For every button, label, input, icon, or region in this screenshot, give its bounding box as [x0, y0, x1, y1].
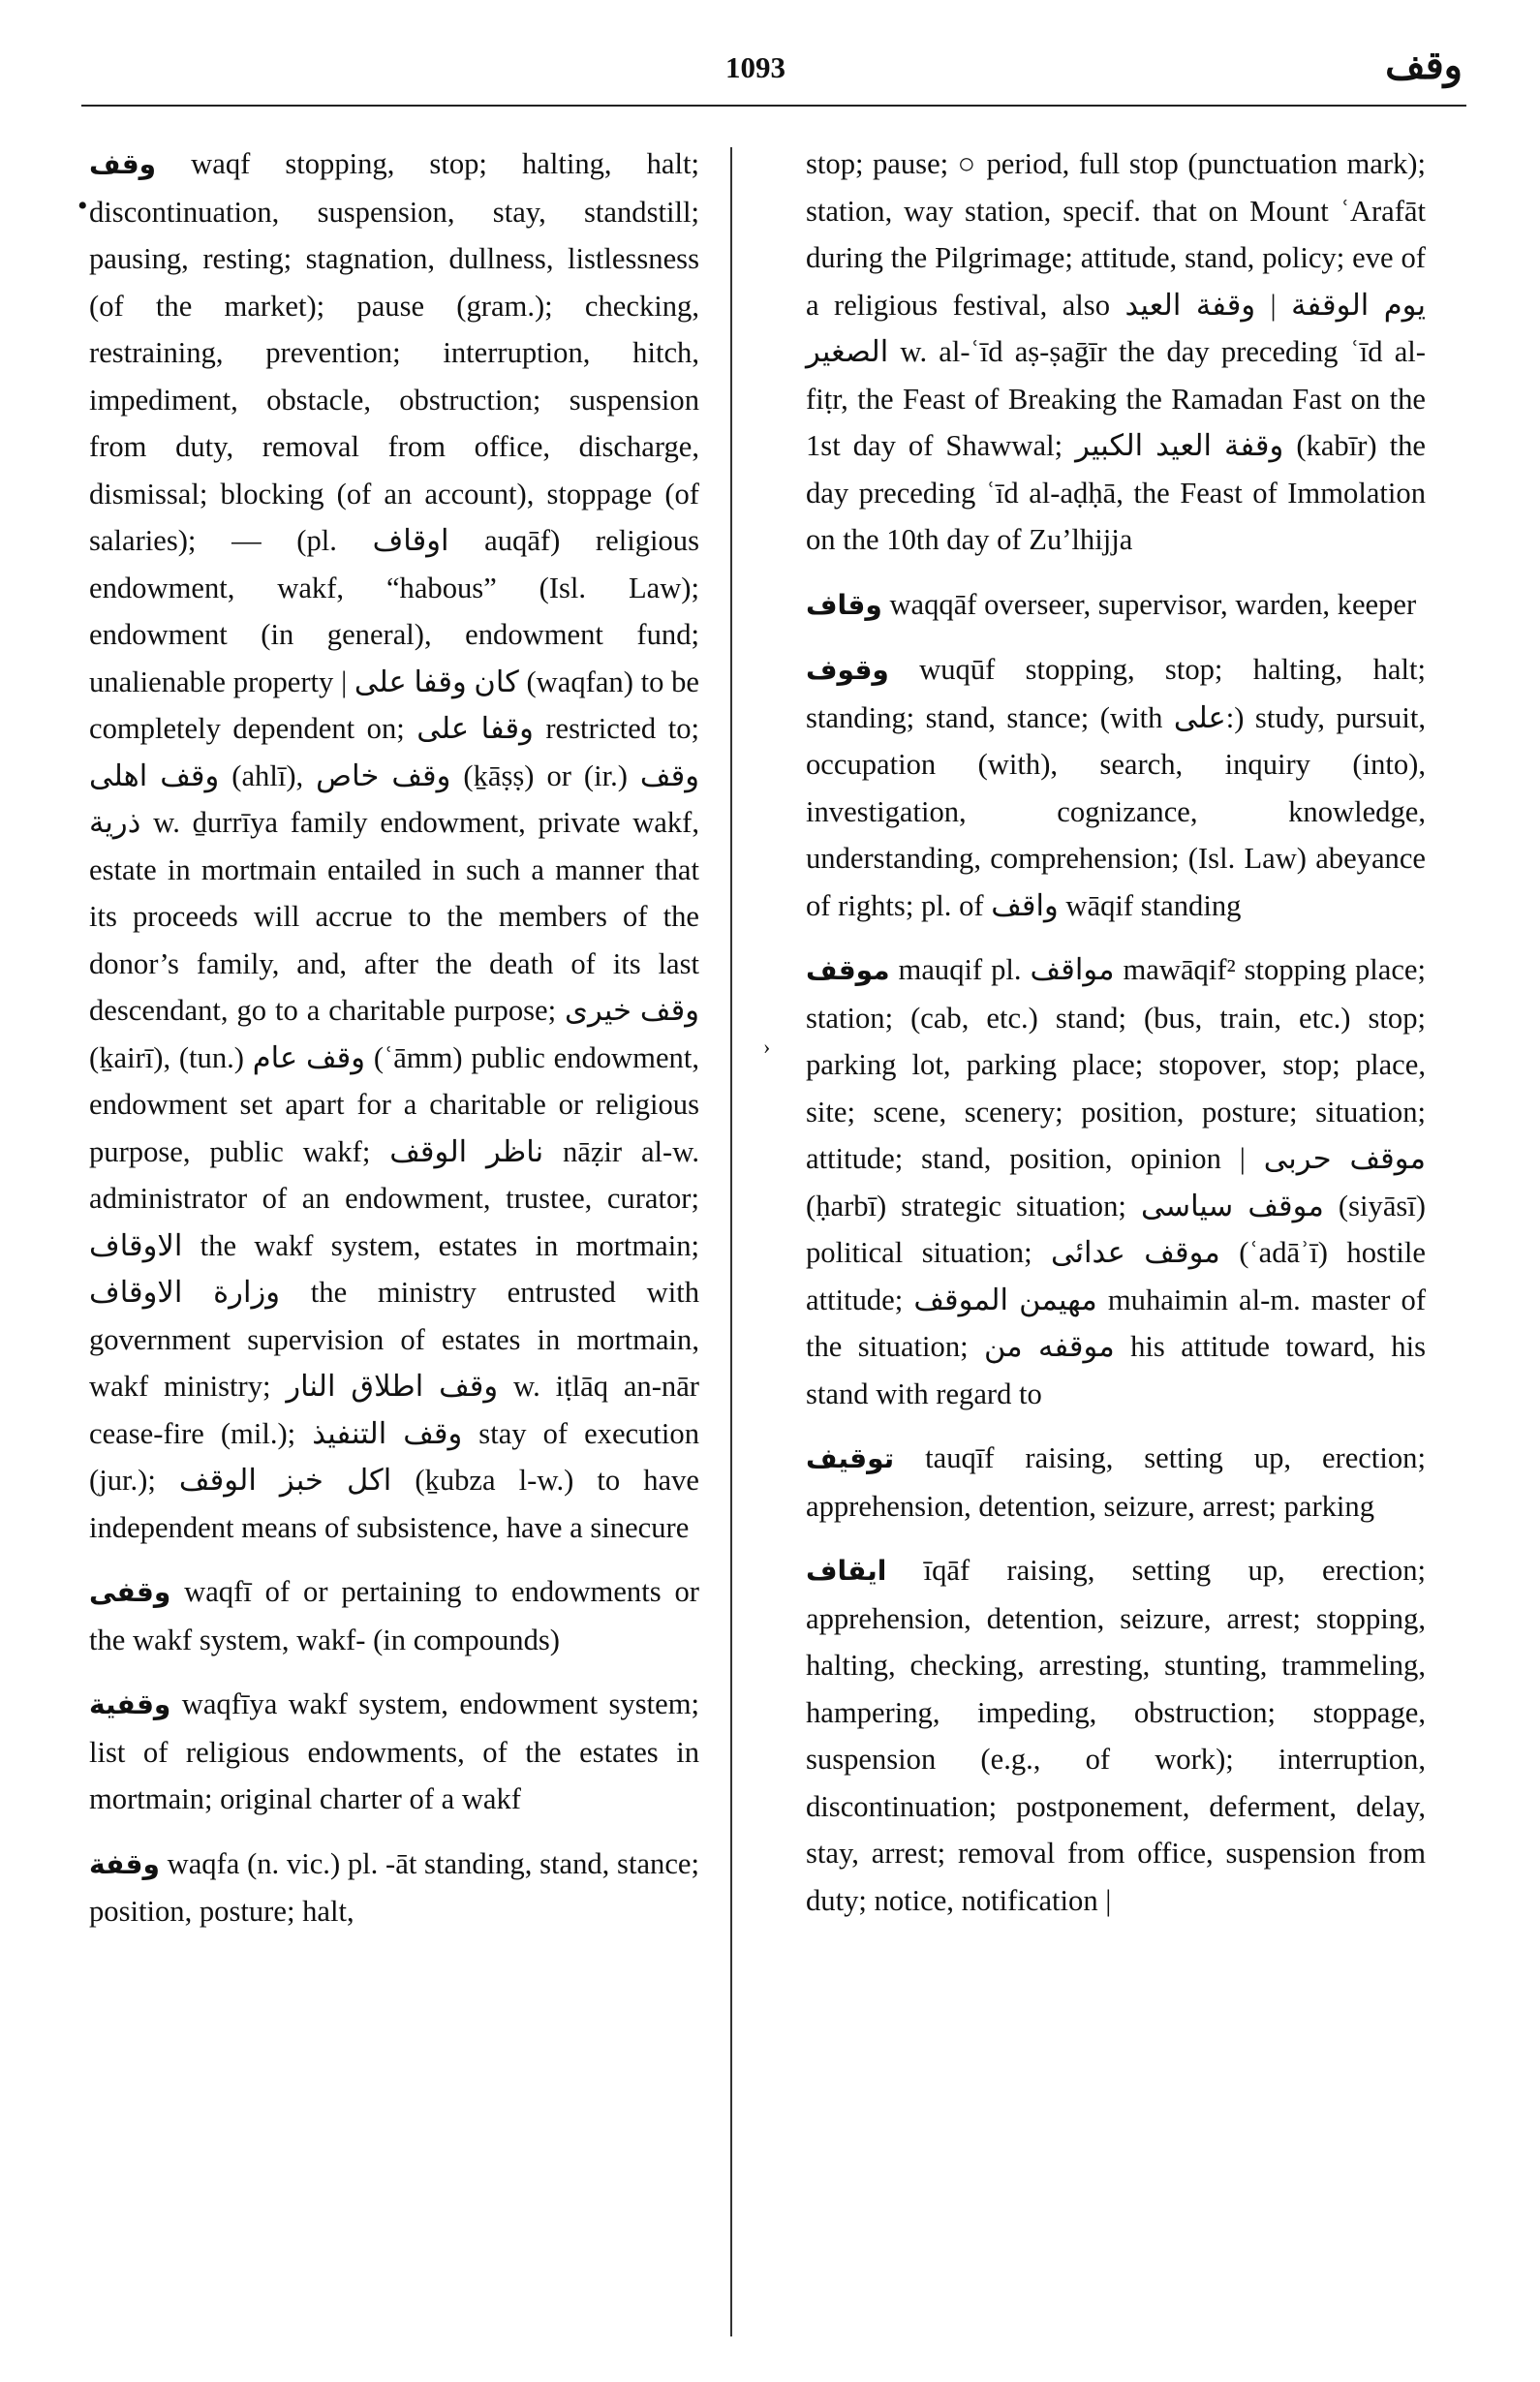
arabic-headword: وقفى — [89, 1576, 171, 1608]
entry-text: mauqif pl. مواقف mawāqif² stopping place; station; (cab, etc.) stand; (bus, train, etc.) stop; parking lot, parking place; stopover, stop; place, site; scene, scenery; position, posture; situation; attitude; stand, position, opinion | موقف حربى (ḥarbī) strategic situation; موقف سياسى (siyāsī) political situation; موقف عدائى (ʿadāʾī) hostile attitude; مهيمن الموقف muhaimin al-m. master of the situation; موقفه من his attitude toward, his stand with regard to — [806, 953, 1427, 1410]
dictionary-entry — [89, 1841, 699, 1935]
dictionary-entry — [806, 1547, 1426, 1924]
arabic-headword: وقوف — [806, 654, 889, 686]
arabic-headword: وقف — [89, 148, 157, 180]
right-column — [806, 140, 1426, 1941]
dictionary-entry — [89, 140, 699, 1551]
entry-text: waqfa (n. vic.) pl. -āt standing, stand, stance; position, posture; halt, — [89, 1846, 699, 1928]
entry-text: waqfīya wakf system, endowment system; list of religious endowments, of the estates in mortmain; original charter of a wakf — [89, 1687, 700, 1815]
dictionary-entry — [89, 1681, 699, 1823]
entry-text: stop; pause; ○ period, full stop (punctuation mark); station, way station, specif. that on Mount ʿArafāt during the Pilgrimage; attitude, stand, policy; eve of a religious festival, also يوم الوقفة | وقفة العيد الصغير w. al-ʿīd aṣ-ṣaḡīr the day preceding ʿīd al-fiṭr, the Feast of Breaking the Ramadan Fast on the 1st day of Shawwal; وقفة العيد الكبير (kabīr) the day preceding ʿīd al-aḍḥā, the Feast of Immolation on the 10th day of Zu’lhijja — [806, 147, 1426, 556]
margin-bullet: • — [77, 190, 88, 222]
dictionary-entry — [806, 1435, 1426, 1530]
entry-text: tauqīf raising, setting up, erection; apprehension, detention, seizure, arrest; parking — [806, 1441, 1426, 1523]
dictionary-entry — [806, 646, 1426, 929]
entry-text: wuqūf stopping, stop; halting, halt; standing; stand, stance; (with على:) study, pursuit, occupation (with), search, inquiry (into), investigation, cognizance, knowledge, understanding, comprehension; (Isl. Law) abeyance of rights; pl. of واقف wāqif standing — [806, 653, 1426, 922]
arabic-headword: وقفية — [89, 1688, 171, 1720]
running-head: وقف — [1385, 44, 1463, 87]
dictionary-entry — [806, 946, 1426, 1417]
arabic-headword: توقيف — [806, 1442, 895, 1474]
entry-text: waqfī of or pertaining to endowments or the wakf system, wakf- (in compounds) — [89, 1575, 699, 1656]
margin-mark: › — [763, 1035, 771, 1059]
page-number: 1093 — [725, 50, 785, 84]
arabic-headword: وقفة — [89, 1847, 160, 1880]
header-rule — [81, 105, 1466, 107]
entry-text: waqqāf overseer, supervisor, warden, keeper — [889, 587, 1417, 621]
dictionary-entry — [89, 1568, 699, 1663]
arabic-headword: ايقاف — [806, 1555, 887, 1587]
entry-text: waqf stopping, stop; halting, halt; discontinuation, suspension, stay, standstill; pausing, resting; stagnation, dullness, listlessness (of the market); pause (gram.); checking, restraining, prevention; interruption, hitch, impediment, obstacle, obstruction; suspension from duty, removal from office, discharge, dismissal; blocking (of an account), stoppage (of salaries); — (pl. اوقاف auqāf) religious endowment, wakf, “habous” (Isl. Law); endowment (in general), endowment fund; unalienable property | كان وقفا على (waqfan) to be completely dependent on; وقفا على restricted to; وقف اهلى (ahlī), وقف خاص (ḵāṣṣ) or (ir.) وقف ذرية w. ḏurrīya family endowment, private wakf, estate in mortmain entailed in such a manner that its proceeds will accrue to the members of the donor’s family, and, after the death of its last descendant, go to a charitable purpose; وقف خيرى (ḵairī), (tun.) وقف عام (ʿāmm) public endowment, endowment set apart for a charitable or religious purpose, public wakf; ناظر الوقف nāẓir al-w. administrator of an endowment, trustee, curator; الاوقاف the wakf system, estates in mortmain; وزارة الاوقاف the ministry entrusted with government supervision of estates in mortmain, wakf ministry; وقف اطلاق النار w. iṭlāq an-nār cease-fire (mil.); وقف التنفيذ stay of execution (jur.); اكل خبز الوقف (ḵubza l-w.) to have independent means of subsistence, have a sinecure — [89, 147, 700, 1544]
entry-text: īqāf raising, setting up, erection; apprehension, detention, seizure, arrest; stopping, halting, checking, arresting, stunting, trammeling, hampering, impeding, obstruction; stoppage, suspension (e.g., of work); interruption, discontinuation; postponement, deferment, delay, stay, arrest; removal from office, suspension from duty; notice, notification | — [806, 1554, 1426, 1917]
dictionary-entry-continuation — [806, 140, 1426, 564]
column-divider — [730, 147, 732, 2336]
dictionary-entry — [806, 581, 1426, 630]
arabic-headword: وقاف — [806, 588, 882, 621]
left-column — [89, 140, 699, 1953]
page-header — [0, 0, 1540, 107]
arabic-headword: موقف — [806, 954, 890, 986]
